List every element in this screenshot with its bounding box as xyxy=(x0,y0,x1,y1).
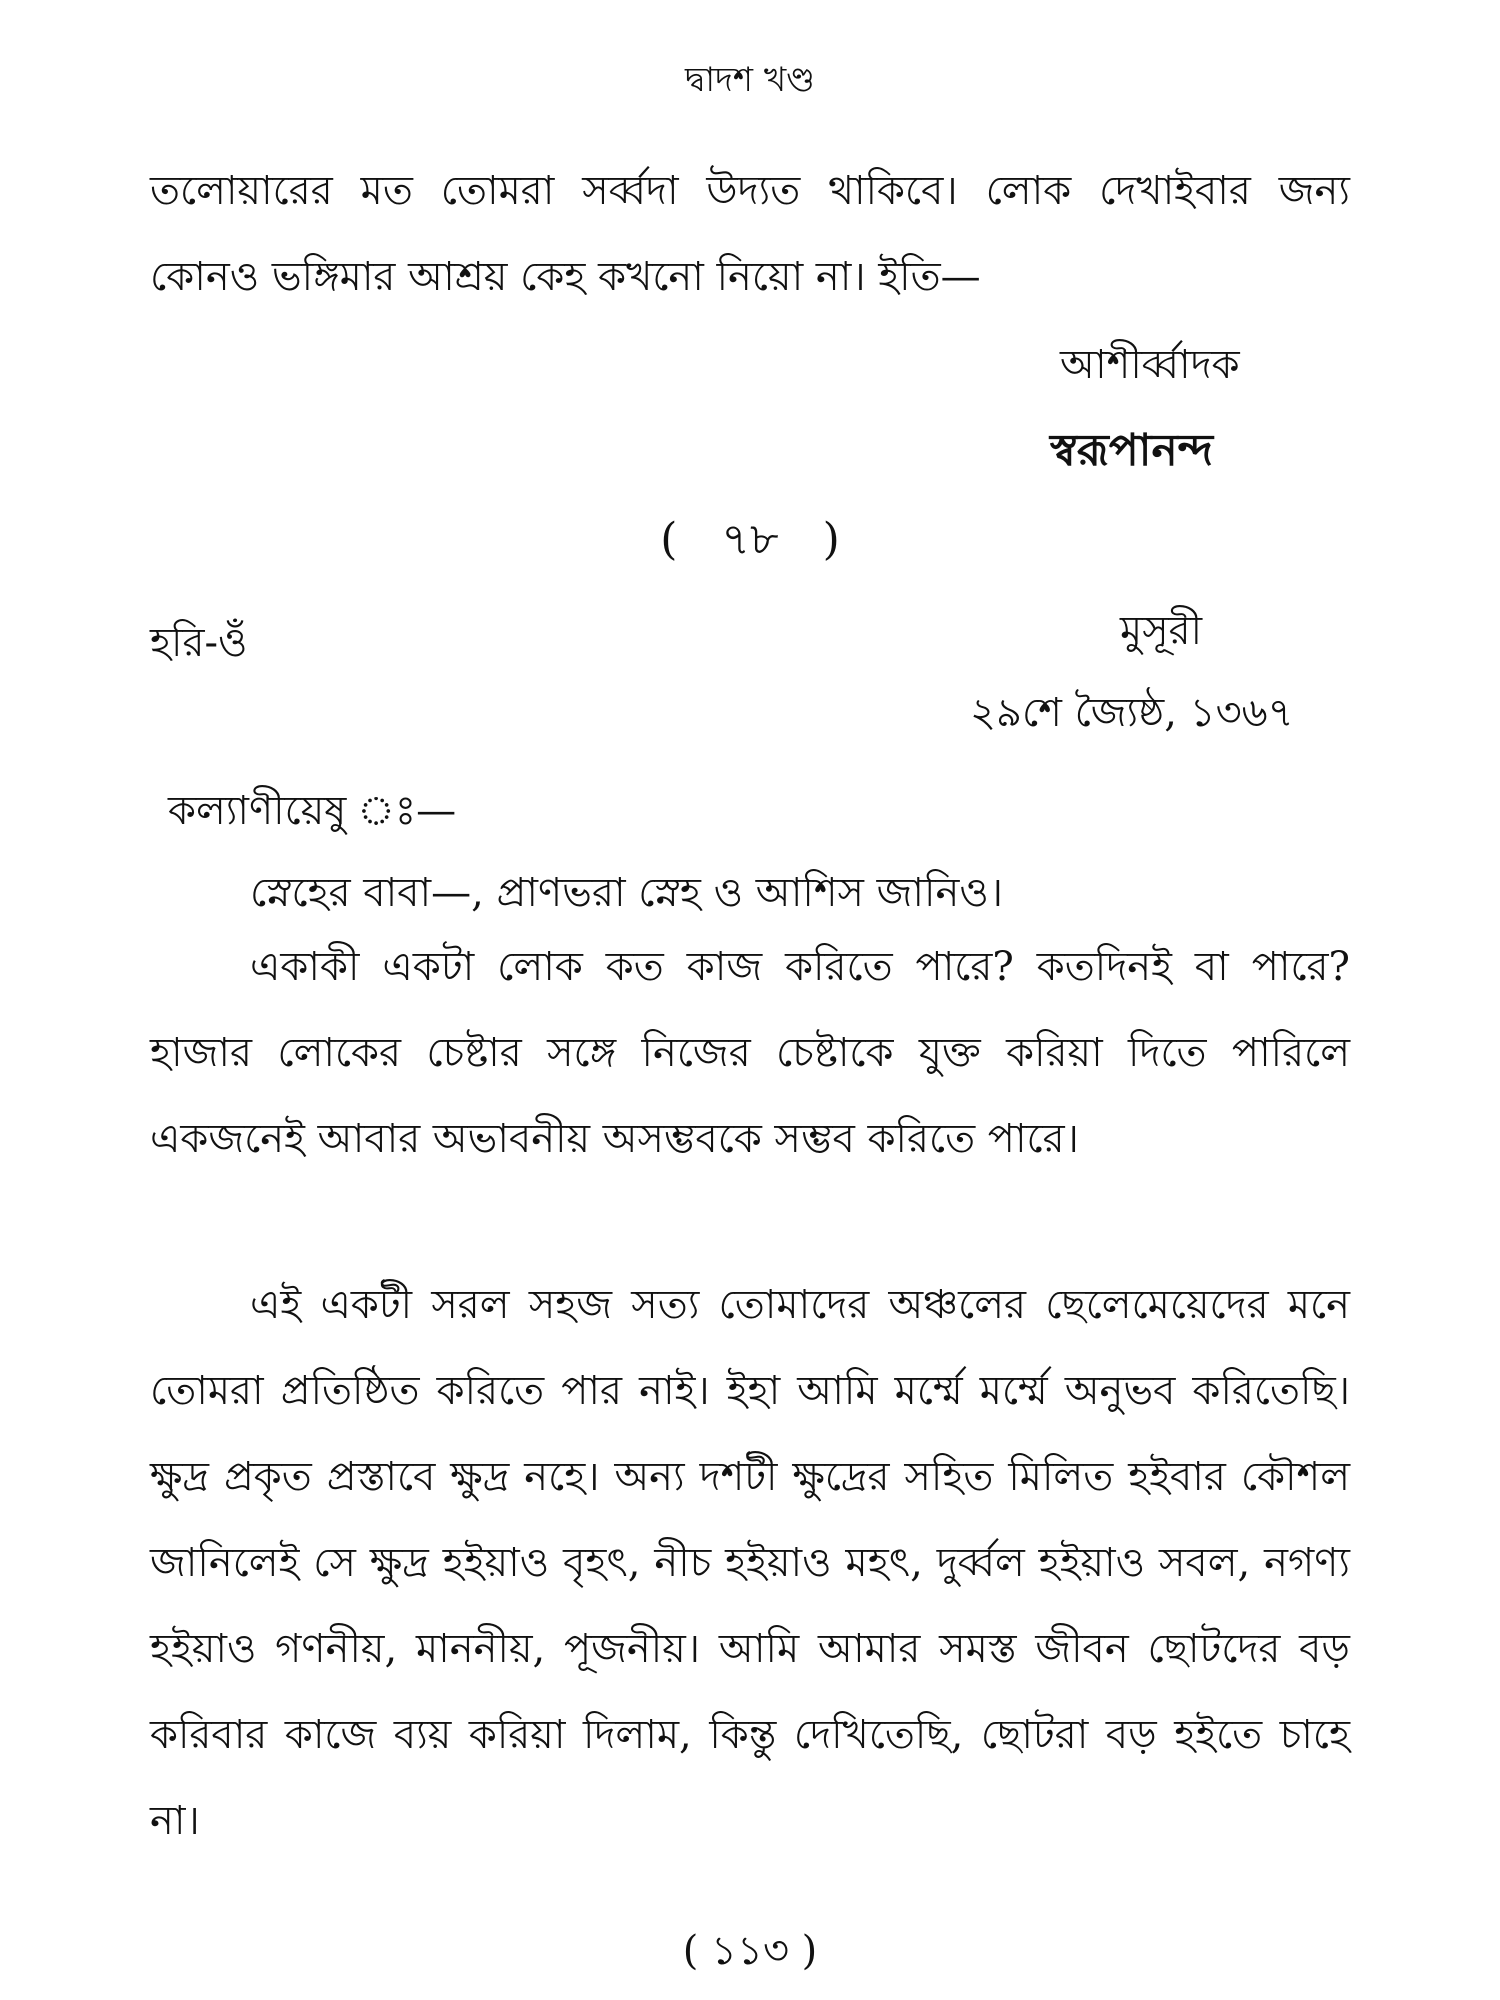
running-header: দ্বাদশ খণ্ড xyxy=(684,60,815,100)
previous-letter-closing-paragraph: তলোয়ারের মত তোমরা সর্ব্বদা উদ্যত থাকিবে। লোক দেখাইবার জন্য কোনও ভঙ্গিমার আশ্রয় কেহ কখনো নিয়ো না। ইতি— xyxy=(150,168,1350,300)
signoff-label: আশীর্ব্বাদক xyxy=(1060,342,1240,388)
letter-place: মুসূরী xyxy=(1120,608,1203,654)
letter-date: ২৯শে জ্যৈষ্ঠ, ১৩৬৭ xyxy=(970,690,1294,736)
signature: স্বরূপানন্দ xyxy=(1050,425,1214,476)
greeting: স্নেহের বাবা—, প্রাণভরা স্নেহ ও আশিস জানিও। xyxy=(250,870,1004,916)
letter-number: ( ৭৮ ) xyxy=(660,514,840,565)
body-paragraph: এই একটী সরল সহজ সত্য তোমাদের অঞ্চলের ছেলেমেয়েদের মনে তোমরা প্রতিষ্ঠিত করিতে পার নাই। ইহা আমি মর্ম্মে মর্ম্মে অনুভব করিতেছি। ক্ষুদ্র প্রকৃত প্রস্তাবে ক্ষুদ্র নহে। অন্য দশটী ক্ষুদ্রের সহিত মিলিত হইবার কৌশল জানিলেই সে ক্ষুদ্র হইয়াও বৃহৎ, নীচ হইয়াও মহৎ, দুর্ব্বল হইয়াও সবল, নগণ্য হইয়াও গণনীয়, মাননীয়, পূজনীয়। আমি আমার সমস্ত জীবন ছোটদের বড় করিবার কাজে ব্যয় করিয়া দিলাম, কিন্তু দেখিতেছি, ছোটরা বড় হইতে চাহে না। xyxy=(150,1282,1350,1844)
body-paragraph: একাকী একটা লোক কত কাজ করিতে পারে? কতদিনই বা পারে? হাজার লোকের চেষ্টার সঙ্গে নিজের চেষ্টাকে যুক্ত করিয়া দিতে পারিলে একজনেই আবার অভাবনীয় অসম্ভবকে সম্ভব করিতে পারে। xyxy=(150,944,1350,1162)
page-number: ( ১১৩ ) xyxy=(682,1928,818,1974)
addressee: কল্যাণীয়েষু ঃ— xyxy=(168,788,457,834)
invocation: হরি-ওঁ xyxy=(150,620,248,666)
